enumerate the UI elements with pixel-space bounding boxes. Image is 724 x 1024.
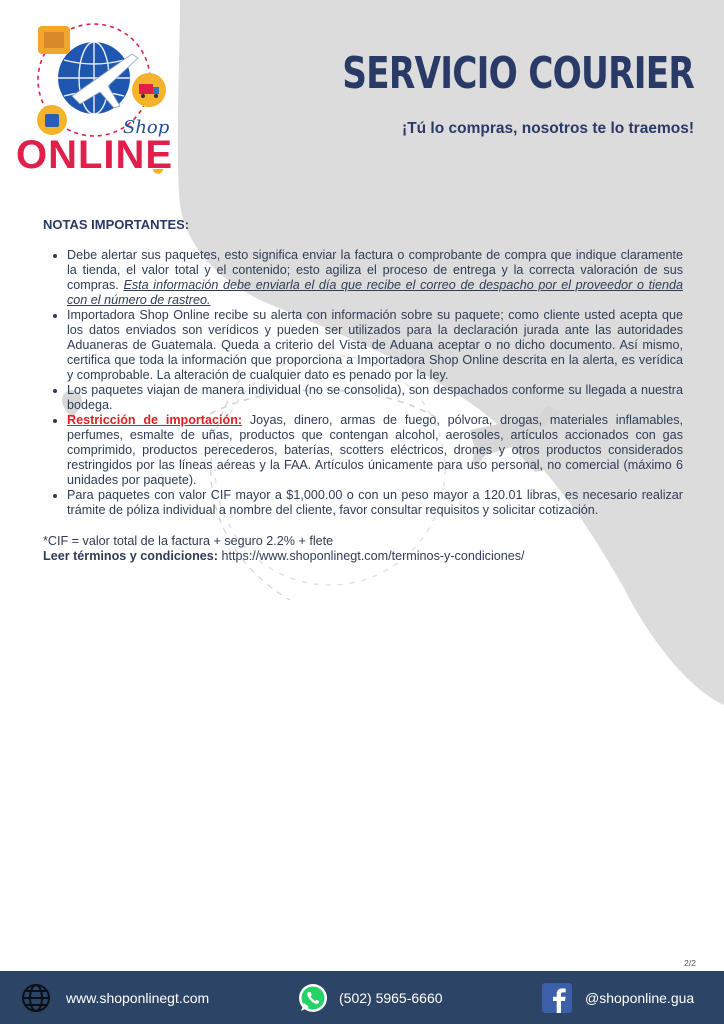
notes-section xyxy=(43,217,683,564)
tagline: ¡Tú lo compras, nosotros te lo traemos! xyxy=(402,120,694,137)
list-item xyxy=(67,248,683,308)
phone-text: (502) 5965-6660 xyxy=(339,989,443,1006)
social-text: @shoponline.gua xyxy=(585,989,695,1006)
terms-label: Leer términos y condiciones: xyxy=(43,549,218,563)
facebook-icon xyxy=(541,982,573,1014)
page-number: 2/2 xyxy=(684,958,696,968)
whatsapp-icon xyxy=(297,982,329,1014)
logo-online-text: ONLINE xyxy=(16,133,174,177)
restriction-label: Restricción de importación: xyxy=(67,413,243,427)
logo-shop-text: Shop xyxy=(123,117,170,138)
footnotes xyxy=(43,534,683,564)
note-text: Para paquetes con valor CIF mayor a $1,000.00 o con un peso mayor a 120.01 libras, es necesario realizar trámite de póliza individual a nombre del cliente, favor consultar requisitos y solicitar cotización. xyxy=(67,488,683,517)
note-text: Importadora Shop Online recibe su alerta con información sobre su paquete; como cliente usted acepta que los datos enviados son verídicos y pueden ser utilizados para la declaración jurada ante las autoridades Aduaneras de Guatemala. Queda a criterio del Vista de Aduana aceptar o no dicho documento. Así mismo, certifica que toda la información que proporciona a Importadora Shop Online descrita en la alerta, es verídica y comprobable. La alteración de cualquier dato es penado por la ley. xyxy=(67,308,683,382)
terms-link[interactable]: https://www.shoponlinegt.com/terminos-y-condiciones/ xyxy=(217,549,525,563)
footer-phone[interactable] xyxy=(297,971,443,1024)
note-underlined-text: Esta información debe enviarla el día que recibe el correo de despacho por el proveedor o tienda con el número de rastreo. xyxy=(67,278,683,307)
list-item xyxy=(67,488,683,518)
footer-social[interactable] xyxy=(541,971,694,1024)
website-text: www.shoponlinegt.com xyxy=(66,989,210,1006)
list-item xyxy=(67,383,683,413)
notes-heading: NOTAS IMPORTANTES: xyxy=(43,217,190,232)
note-text: Los paquetes viajan de manera individual (no se consolida), son despachados conforme su llegada a nuestra bodega. xyxy=(67,383,683,412)
terms-line xyxy=(43,549,683,564)
notes-list xyxy=(43,248,683,518)
footer xyxy=(0,971,724,1024)
note-text: Joyas, dinero, armas de fuego, pólvora, drogas, materiales inflamables, perfumes, esmalte de uñas, productos que contengan alcohol, aerosoles, artículos accionados con gas comprimido, productos perecederos, baterías, scotters eléctricos, drones y otros productos considerados restringidos por las líneas aéreas y la FAA. Artículos únicamente para uso personal, no comercial (máximo 6 unidades por paquete). xyxy=(67,413,683,487)
list-item xyxy=(67,308,683,383)
list-item xyxy=(67,413,683,488)
page-title: SERVICIO COURIER xyxy=(342,48,694,99)
note-text: Debe alertar sus paquetes, esto significa enviar la factura o comprobante de compra que indique claramente la tienda, el valor total y el contenido; esto agiliza el proceso de entrega y la correcta valoración de sus compras. xyxy=(67,248,683,292)
globe-icon xyxy=(20,982,52,1014)
footer-website[interactable] xyxy=(20,971,209,1024)
cif-note: *CIF = valor total de la factura + seguro 2.2% + flete xyxy=(43,534,334,548)
